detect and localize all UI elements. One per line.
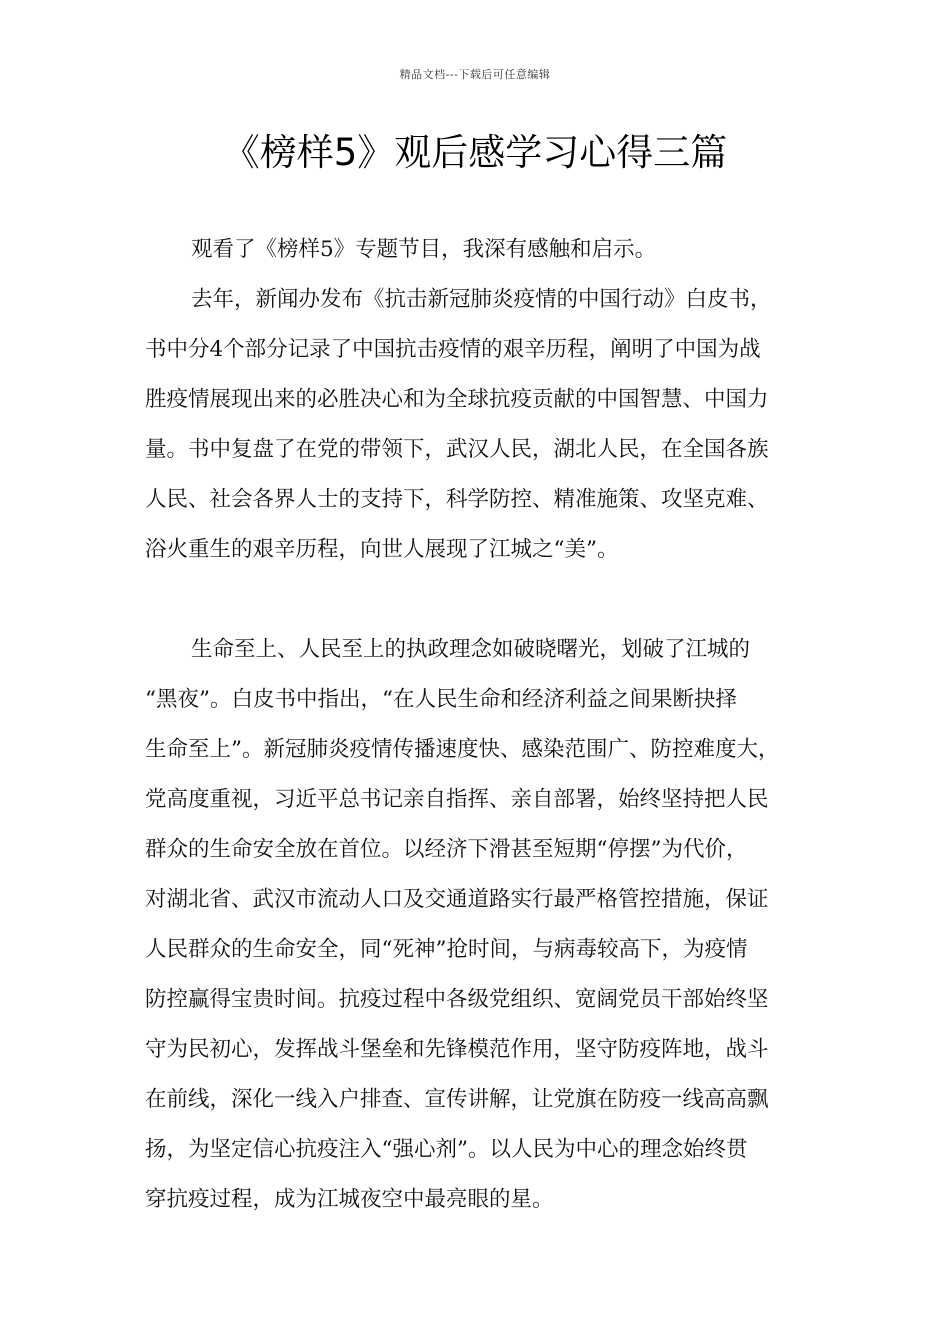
paragraph-line: 胜疫情展现出来的必胜决心和为全球抗疫贡献的中国智慧、中国力 bbox=[145, 387, 769, 412]
document-title: 《榜样5》观后感学习心得三篇 bbox=[222, 131, 728, 174]
paragraph-line: 扬，为坚定信心抗疫注入“强心剂”。以人民为中心的理念始终贯 bbox=[145, 1137, 748, 1162]
paragraph-line: “黑夜”。白皮书中指出，“在人民生命和经济利益之间果断抉择 bbox=[145, 687, 737, 712]
paragraph-line: 浴火重生的艰辛历程，向世人展现了江城之“美”。 bbox=[145, 537, 619, 562]
paragraph-line: 生命至上”。新冠肺炎疫情传播速度快、感染范围广、防控难度大， bbox=[145, 737, 780, 762]
paragraph-line: 观看了《榜样5》专题节目，我深有感触和启示。 bbox=[191, 237, 657, 262]
paragraph-1 bbox=[145, 225, 825, 275]
paragraph-line: 守为民初心，发挥战斗堡垒和先锋模范作用，坚守防疫阵地，战斗 bbox=[145, 1037, 769, 1062]
paragraph-line: 防控赢得宝贵时间。抗疫过程中各级党组织、宽阔党员干部始终坚 bbox=[145, 987, 769, 1012]
paragraph-line: 党高度重视，习近平总书记亲自指挥、亲自部署，始终坚持把人民 bbox=[145, 787, 769, 812]
paragraph-line: 穿抗疫过程，成为江城夜空中最亮眼的星。 bbox=[145, 1187, 554, 1212]
paragraph-line: 在前线，深化一线入户排查、宣传讲解，让党旗在防疫一线高高飘 bbox=[145, 1087, 769, 1112]
paragraph-line: 去年，新闻办发布《抗击新冠肺炎疫情的中国行动》白皮书， bbox=[191, 287, 772, 312]
paragraph-3 bbox=[145, 625, 825, 1225]
paragraph-line: 群众的生命安全放在首位。以经济下滑甚至短期“停摆”为代价， bbox=[145, 837, 748, 862]
paragraph-line: 书中分4个部分记录了中国抗击疫情的艰辛历程，阐明了中国为战 bbox=[145, 337, 761, 362]
paragraph-line: 量。书中复盘了在党的带领下，武汉人民，湖北人民，在全国各族 bbox=[145, 437, 769, 462]
paragraph-line: 对湖北省、武汉市流动人口及交通道路实行最严格管控措施，保证 bbox=[145, 887, 769, 912]
paragraph-line: 人民、社会各界人士的支持下，科学防控、精准施策、攻坚克难、 bbox=[145, 487, 769, 512]
paragraph-line: 生命至上、人民至上的执政理念如破晓曙光，划破了江城的 bbox=[191, 637, 751, 662]
header-note: 精品文档---下载后可任意编辑 bbox=[399, 68, 551, 81]
paragraph-line: 人民群众的生命安全，同“死神”抢时间，与病毒较高下，为疫情 bbox=[145, 937, 748, 962]
paragraph-2 bbox=[145, 275, 825, 575]
